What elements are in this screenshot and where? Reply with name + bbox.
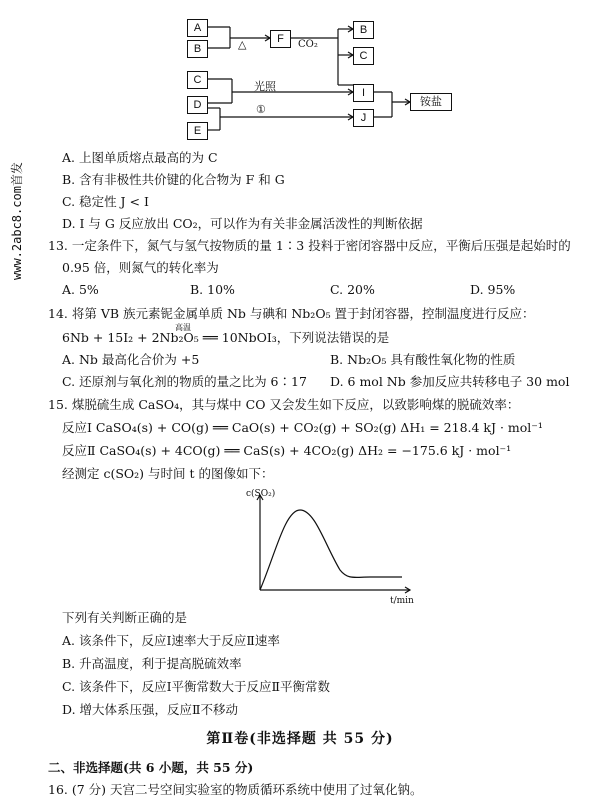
box-f: F [270, 30, 291, 48]
q14-option-a: A. Nb 最高化合价为 +5 [62, 352, 200, 367]
label-light: 光照 [254, 80, 276, 93]
q14-option-d: D. 6 mol Nb 参加反应共转移电子 30 mol [330, 374, 570, 389]
q13-option-a: A. 5% [62, 282, 99, 297]
box-b-right: B [353, 21, 374, 39]
q14-condition: 高温 [175, 323, 191, 332]
q14-option-c: C. 还原剂与氧化剂的物质的量之比为 6∶17 [62, 374, 307, 389]
label-heat: △ [238, 38, 247, 51]
q13-option-b: B. 10% [190, 282, 235, 297]
label-one: ① [256, 103, 266, 116]
q15-stem: 15. 煤脱硫生成 CaSO₄，其与煤中 CO 又会发生如下反应，以致影响煤的脱硫效率： [48, 397, 520, 412]
q12-option-b: B. 含有非极性共价键的化合物为 F 和 G [62, 172, 285, 187]
label-co2: CO₂ [298, 39, 318, 50]
q12-option-d: D. I 与 G 反应放出 CO₂，可以作为有关非金属活泼性的判断依据 [62, 216, 423, 231]
box-c-left: C [187, 71, 208, 89]
diagram-lines [0, 0, 600, 145]
section-title: 第Ⅱ卷(非选择题 共 55 分) [206, 731, 394, 747]
box-j: J [353, 109, 374, 127]
q14-stem: 14. 将第 VB 族元素铌金属单质 Nb 与碘和 Nb₂O₅ 置于封闭容器，控制温度进行反应： [48, 306, 535, 321]
q15-option-a: A. 该条件下，反应Ⅰ速率大于反应Ⅱ速率 [62, 633, 280, 648]
q13-stem: 13. 一定条件下，氮气与氢气按物质的量 1∶3 投料于密闭容器中反应，平衡后压强是起始时的 [48, 238, 571, 253]
box-a: A [187, 19, 208, 37]
box-i: I [353, 84, 374, 102]
q15-option-d: D. 增大体系压强，反应Ⅱ不移动 [62, 702, 239, 717]
q12-option-c: C. 稳定性 J < I [62, 194, 149, 209]
q15-reaction-1: 反应Ⅰ CaSO₄(s) + CO(g) ══ CaO(s) + CO₂(g) + SO₂(g) ΔH₁ = 218.4 kJ · mol⁻¹ [62, 420, 543, 435]
box-b-left: B [187, 40, 208, 58]
box-ammonium-salt: 铵盐 [410, 93, 452, 111]
q14-option-b: B. Nb₂O₅ 具有酸性氧化物的性质 [330, 352, 516, 367]
q15-question: 下列有关判断正确的是 [62, 610, 188, 625]
q13-option-d: D. 95% [470, 282, 516, 297]
q12-option-a: A. 上图单质熔点最高的为 C [62, 150, 218, 165]
graph-svg [230, 485, 430, 605]
q16-stem: 16. (7 分) 天宫二号空间实验室的物质循环系统中使用了过氧化钠。 [48, 782, 423, 797]
box-d: D [187, 96, 208, 114]
box-c-right: C [353, 47, 374, 65]
box-e: E [187, 122, 208, 140]
q13-stem-cont: 0.95 倍，则氮气的转化率为 [62, 260, 219, 275]
q15-graph-intro: 经测定 c(SO₂) 与时间 t 的图像如下： [62, 466, 274, 481]
q13-option-c: C. 20% [330, 282, 375, 297]
graph-y-label: c(SO₂) [246, 489, 276, 499]
part-two-heading: 二、非选择题(共 6 小题，共 55 分) [48, 760, 254, 775]
q15-option-c: C. 该条件下，反应Ⅰ平衡常数大于反应Ⅱ平衡常数 [62, 679, 331, 694]
q15-option-b: B. 升高温度，利于提高脱硫效率 [62, 656, 242, 671]
graph-x-label: t/min [390, 596, 414, 606]
q14-equation: 6Nb + 15I₂ + 2Nb₂O₅ ══ 10NbOI₃，下列说法错误的是 [62, 330, 390, 345]
side-text: www.2abc8.com首发 [10, 162, 24, 280]
q15-reaction-2: 反应Ⅱ CaSO₄(s) + 4CO(g) ══ CaS(s) + 4CO₂(g) ΔH₂ = −175.6 kJ · mol⁻¹ [62, 443, 512, 458]
